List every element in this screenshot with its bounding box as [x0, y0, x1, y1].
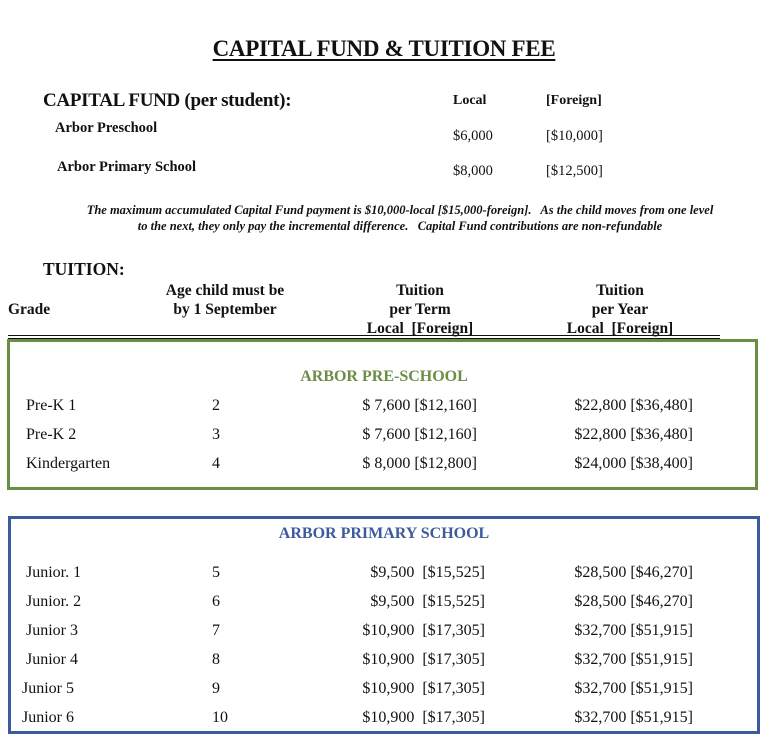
primary-grade: Junior 4	[26, 651, 78, 668]
column-header-term-line: Tuition	[396, 282, 444, 299]
capital-fund-row-name: Arbor Primary School	[57, 159, 197, 175]
primary-age: 7	[212, 622, 220, 639]
primary-term-fee: $10,900 [$17,305]	[362, 622, 485, 639]
primary-grade: Junior 5	[22, 680, 74, 697]
primary-grade: Junior 3	[26, 622, 78, 639]
column-header-year-line: per Year	[591, 301, 649, 318]
capital-fund-row-foreign: [$12,500]	[546, 163, 603, 179]
preschool-year-fee: $22,800 [$36,480]	[574, 426, 693, 443]
header-rule	[8, 335, 720, 336]
primary-grade: Junior 6	[22, 709, 74, 726]
column-header-term-line: per Term	[389, 301, 451, 318]
column-header-age	[125, 281, 325, 319]
capital-fund-foreign-header: [Foreign]	[546, 93, 602, 108]
capital-fund-row-name: Arbor Preschool	[55, 120, 158, 136]
primary-year-fee: $32,700 [$51,915]	[574, 651, 693, 668]
column-header-term	[320, 281, 520, 338]
preschool-term-fee: $ 7,600 [$12,160]	[362, 397, 477, 414]
primary-age: 10	[212, 709, 228, 726]
column-header-term-line: Local [Foreign]	[366, 320, 474, 337]
column-header-year	[520, 281, 720, 338]
capital-fund-note-line: The maximum accumulated Capital Fund payment is $10,000-local [$15,000-foreign]. As the child moves from one level	[86, 203, 714, 217]
preschool-grade: Pre-K 1	[26, 397, 77, 414]
column-header-age-line: Age child must be	[165, 282, 285, 299]
preschool-grade: Pre-K 2	[26, 426, 77, 443]
primary-term-fee: $10,900 [$17,305]	[362, 680, 485, 697]
page-title	[0, 36, 768, 62]
primary-age: 5	[212, 564, 220, 581]
tuition-heading: TUITION:	[43, 259, 125, 279]
capital-fund-row-foreign: [$10,000]	[546, 128, 603, 144]
capital-fund-local-header: Local	[453, 93, 487, 108]
preschool-term-fee: $ 8,000 [$12,800]	[362, 455, 477, 472]
capital-fund-row-local: $6,000	[453, 128, 493, 144]
primary-term-fee: $9,500 [$15,525]	[370, 593, 485, 610]
preschool-grade: Kindergarten	[26, 455, 111, 472]
primary-term-fee: $9,500 [$15,525]	[370, 564, 485, 581]
primary-year-fee: $32,700 [$51,915]	[574, 709, 693, 726]
page-title-text: CAPITAL FUND & TUITION FEE	[212, 36, 556, 61]
column-header-year-line: Local [Foreign]	[566, 320, 674, 337]
capital-fund-note-line: to the next, they only pay the incremental difference. Capital Fund contributions are non-refundable	[137, 219, 663, 233]
primary-year-fee: $32,700 [$51,915]	[574, 680, 693, 697]
preschool-age: 4	[212, 455, 220, 472]
column-header-grade: Grade	[8, 301, 51, 318]
primary-year-fee: $32,700 [$51,915]	[574, 622, 693, 639]
primary-term-fee: $10,900 [$17,305]	[362, 651, 485, 668]
primary-year-fee: $28,500 [$46,270]	[574, 564, 693, 581]
column-header-age-line: by 1 September	[173, 301, 277, 318]
preschool-age: 2	[212, 397, 220, 414]
capital-fund-row-local: $8,000	[453, 163, 493, 179]
preschool-term-fee: $ 7,600 [$12,160]	[362, 426, 477, 443]
preschool-year-fee: $24,000 [$38,400]	[574, 455, 693, 472]
primary-age: 8	[212, 651, 220, 668]
primary-age: 9	[212, 680, 220, 697]
primary-section-title: ARBOR PRIMARY SCHOOL	[278, 525, 490, 542]
primary-term-fee: $10,900 [$17,305]	[362, 709, 485, 726]
capital-fund-note	[40, 202, 760, 234]
primary-grade: Junior. 1	[26, 564, 82, 581]
primary-year-fee: $28,500 [$46,270]	[574, 593, 693, 610]
preschool-section-title: ARBOR PRE-SCHOOL	[300, 368, 468, 385]
primary-grade: Junior. 2	[26, 593, 82, 610]
preschool-year-fee: $22,800 [$36,480]	[574, 397, 693, 414]
primary-age: 6	[212, 593, 220, 610]
capital-fund-heading: CAPITAL FUND (per student):	[43, 90, 292, 111]
preschool-age: 3	[212, 426, 220, 443]
column-header-year-line: Tuition	[596, 282, 644, 299]
